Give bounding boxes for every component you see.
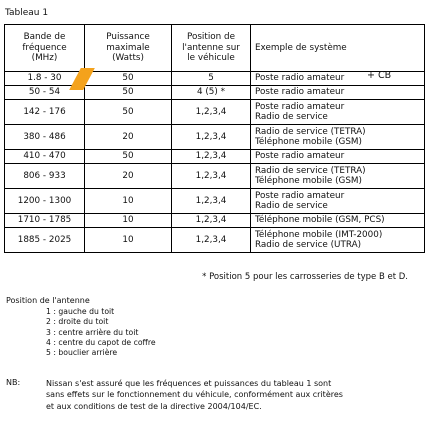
system-line: Téléphone mobile (GSM, PCS)	[255, 215, 385, 226]
legend-title: Position de l'antenne	[6, 296, 90, 305]
position-cell: 1,2,3,4	[172, 228, 251, 253]
header-power: Puissance maximale (Watts)	[85, 25, 172, 72]
power-cell: 20	[85, 125, 172, 150]
nb-line: Nissan s'est assuré que les fréquences et puissances du tableau 1 sont	[46, 379, 332, 388]
handwritten-annotation: + CB	[367, 70, 392, 81]
table-row	[5, 86, 425, 100]
band-cell: 50 - 54	[5, 86, 85, 100]
position-cell: 4 (5) *	[172, 86, 251, 100]
header-position: Position de l'antenne sur le véhicule	[172, 25, 251, 72]
power-cell: 50	[85, 100, 172, 125]
header-system: Exemple de système	[251, 25, 425, 72]
nb-note	[46, 378, 418, 412]
position-cell: 5	[172, 72, 251, 86]
system-line: Poste radio amateur	[255, 190, 345, 201]
system-line: Radio de service	[255, 112, 328, 122]
table-body	[5, 72, 425, 253]
power-cell: 20	[85, 164, 172, 189]
table-caption: Tableau 1	[5, 8, 49, 18]
table-row	[5, 189, 425, 214]
table-row	[5, 150, 425, 164]
table-row	[5, 72, 425, 86]
system-cell	[251, 86, 425, 100]
frequency-table	[4, 24, 425, 253]
system-line: Poste radio amateur	[255, 151, 345, 162]
position-cell: 1,2,3,4	[172, 150, 251, 164]
table-row	[5, 164, 425, 189]
position-cell: 1,2,3,4	[172, 189, 251, 214]
position-cell: 1,2,3,4	[172, 125, 251, 150]
band-cell: 410 - 470	[5, 150, 85, 164]
system-cell	[251, 228, 425, 253]
power-cell: 10	[85, 214, 172, 228]
legend-item: 5 : bouclier arrière	[46, 348, 118, 358]
system-cell	[251, 72, 425, 86]
antenna-position-legend	[46, 307, 156, 358]
footnote: * Position 5 pour les carrosseries de type B et D.	[202, 272, 408, 282]
system-line: Poste radio amateur	[255, 87, 345, 98]
table-row	[5, 228, 425, 253]
system-line: Téléphone mobile (IMT-2000)	[255, 229, 383, 240]
power-cell: 50	[85, 72, 172, 86]
band-cell: 806 - 933	[5, 164, 85, 189]
band-cell: 1200 - 1300	[5, 189, 85, 214]
band-cell: 1710 - 1785	[5, 214, 85, 228]
position-cell: 1,2,3,4	[172, 214, 251, 228]
system-line: Téléphone mobile (GSM)	[255, 137, 362, 147]
system-line: Radio de service (UTRA)	[255, 240, 362, 250]
system-cell	[251, 125, 425, 150]
table-row	[5, 100, 425, 125]
system-line: Radio de service	[255, 201, 328, 211]
system-cell	[251, 164, 425, 189]
power-cell: 10	[85, 189, 172, 214]
table-row	[5, 125, 425, 150]
band-cell: 1.8 - 30	[5, 72, 85, 86]
system-line: Poste radio amateur	[255, 73, 345, 84]
nb-line: sans effets sur le fonctionnement du véhicule, conformément aux critères	[46, 390, 343, 400]
system-cell	[251, 100, 425, 125]
legend-item: 4 : centre du capot de coffre	[46, 337, 156, 347]
legend-item: 3 : centre arrière du toit	[46, 327, 139, 337]
system-cell	[251, 189, 425, 214]
system-cell	[251, 150, 425, 164]
header-band: Bande de fréquence (MHz)	[5, 25, 85, 72]
table-row	[5, 214, 425, 228]
nb-line: et aux conditions de test de la directive 2004/104/EC.	[46, 401, 262, 411]
band-cell: 1885 - 2025	[5, 228, 85, 253]
system-line: Radio de service (TETRA)	[255, 126, 366, 137]
power-cell: 10	[85, 228, 172, 253]
power-cell: 50	[85, 86, 172, 100]
system-line: Téléphone mobile (GSM)	[255, 176, 362, 186]
system-line: Radio de service (TETRA)	[255, 165, 366, 176]
band-cell: 142 - 176	[5, 100, 85, 125]
power-cell: 50	[85, 150, 172, 164]
table-header-row	[5, 25, 425, 72]
position-cell: 1,2,3,4	[172, 100, 251, 125]
nb-label: NB:	[6, 378, 21, 387]
system-line: Poste radio amateur	[255, 101, 345, 112]
band-cell: 380 - 486	[5, 125, 85, 150]
position-cell: 1,2,3,4	[172, 164, 251, 189]
system-cell	[251, 214, 425, 228]
legend-item: 1 : gauche du toit	[46, 307, 115, 316]
legend-item: 2 : droite du toit	[46, 317, 109, 327]
